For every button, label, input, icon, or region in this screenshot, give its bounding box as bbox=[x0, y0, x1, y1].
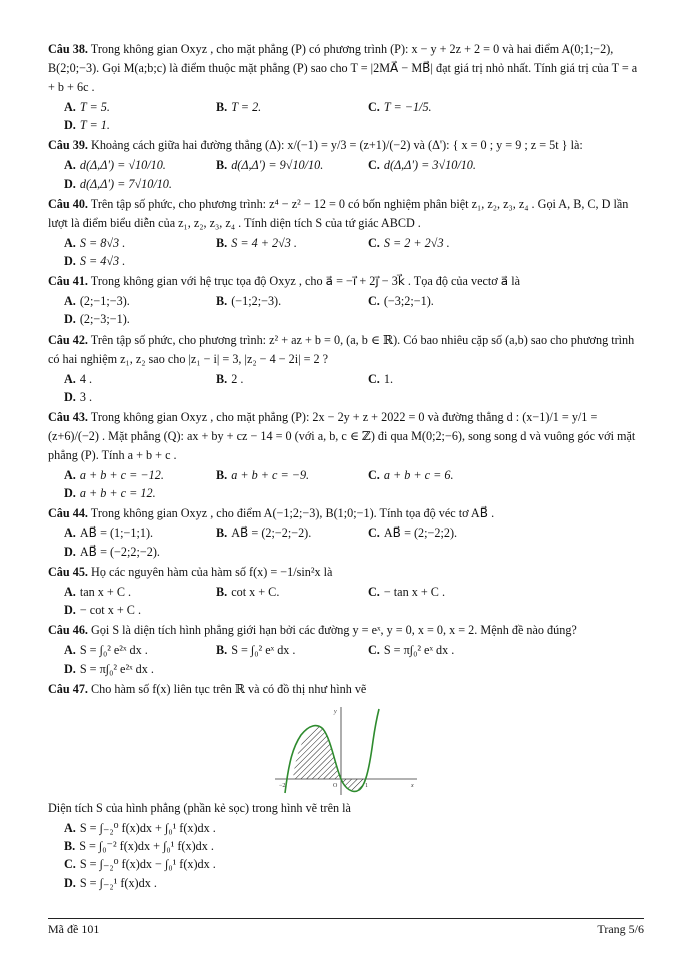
option-text: T = −1/5. bbox=[383, 99, 432, 114]
hatched-region-left bbox=[293, 727, 341, 779]
option-label: C. bbox=[368, 158, 380, 173]
option-label: B. bbox=[216, 235, 228, 250]
option-d[interactable] bbox=[64, 660, 216, 678]
question-46 bbox=[48, 621, 644, 640]
options-40 bbox=[48, 234, 644, 271]
option-label: C. bbox=[368, 467, 380, 482]
option-c[interactable] bbox=[368, 98, 520, 116]
option-a[interactable] bbox=[64, 234, 216, 252]
option-label: D. bbox=[64, 544, 76, 559]
question-text: Trong không gian Oxyz , cho điểm A(−1;2;−3), B(1;0;−1). Tính tọa độ véc tơ AB⃗ . bbox=[90, 506, 495, 521]
option-d[interactable] bbox=[64, 175, 216, 193]
option-text: (2;−1;−3). bbox=[79, 294, 130, 309]
option-label: C. bbox=[368, 235, 380, 250]
option-text: T = 2. bbox=[231, 99, 262, 114]
option-label: B. bbox=[216, 99, 228, 114]
option-c[interactable] bbox=[368, 641, 520, 659]
option-label: C. bbox=[368, 294, 380, 309]
option-a[interactable] bbox=[64, 466, 216, 484]
option-b[interactable] bbox=[216, 98, 368, 116]
option-label: A. bbox=[64, 235, 76, 250]
option-label: A. bbox=[64, 820, 76, 835]
option-text: − tan x + C . bbox=[383, 584, 445, 599]
option-d[interactable] bbox=[64, 601, 216, 619]
option-label: C. bbox=[368, 643, 380, 658]
option-label: A. bbox=[64, 467, 76, 482]
question-text: Trong không gian Oxyz , cho mặt phẳng (P) có phương trình (P): x − y + 2z + 2 = 0 và hai điểm A(0;1;−2), B(2;0;−3). Gọi M(a;b;c) là điểm thuộc mặt phẳng (P) sao cho T = |2MA⃗ − MB⃗| đạt giá trị nhỏ nhất. Tính giá trị của T = a + b + 6c . bbox=[48, 42, 638, 94]
option-b[interactable] bbox=[216, 583, 368, 601]
options-45 bbox=[48, 583, 644, 620]
option-d[interactable] bbox=[64, 388, 216, 406]
option-text: 3 . bbox=[79, 389, 93, 404]
option-label: B. bbox=[216, 643, 228, 658]
option-text: S = ∫₋₂⁰ f(x)dx − ∫₀¹ f(x)dx . bbox=[79, 857, 216, 872]
option-text: T = 5. bbox=[79, 99, 110, 114]
exam-page bbox=[48, 40, 644, 894]
option-text: d(Δ,Δ') = 7√10/10. bbox=[79, 176, 172, 191]
question-label: Câu 41. bbox=[48, 274, 88, 289]
question-label: Câu 42. bbox=[48, 332, 88, 347]
option-text: d(Δ,Δ') = √10/10. bbox=[79, 158, 166, 173]
question-label: Câu 43. bbox=[48, 410, 88, 425]
option-d[interactable] bbox=[64, 252, 216, 270]
option-c[interactable] bbox=[368, 583, 520, 601]
option-label: C. bbox=[368, 371, 380, 386]
option-text: 2 . bbox=[231, 371, 244, 386]
options-44 bbox=[48, 524, 644, 561]
options-41 bbox=[48, 292, 644, 329]
option-text: S = 2 + 2√3 . bbox=[383, 235, 450, 250]
option-text: d(Δ,Δ') = 3√10/10. bbox=[383, 158, 476, 173]
option-b[interactable] bbox=[216, 370, 368, 388]
option-text: S = ∫₋₂⁰ f(x)dx + ∫₀¹ f(x)dx . bbox=[79, 820, 216, 835]
option-a[interactable] bbox=[64, 292, 216, 310]
page-number: Trang 5/6 bbox=[597, 922, 644, 936]
option-label: C. bbox=[368, 584, 380, 599]
option-label: A. bbox=[64, 643, 76, 658]
option-text: cot x + C. bbox=[231, 584, 280, 599]
options-39 bbox=[48, 156, 644, 193]
option-text: AB⃗ = (−2;2;−2). bbox=[79, 544, 160, 559]
option-text: a + b + c = 12. bbox=[79, 486, 156, 501]
question-label: Câu 47. bbox=[48, 681, 88, 696]
question-text: Trong không gian với hệ trục tọa độ Oxyz , cho a⃗ = −i⃗ + 2j⃗ − 3k⃗ . Tọa độ của vectơ a⃗ là bbox=[90, 274, 521, 289]
option-label: D. bbox=[64, 118, 76, 133]
question-45 bbox=[48, 563, 644, 582]
option-c[interactable] bbox=[368, 370, 520, 388]
tick-1: 1 bbox=[365, 782, 368, 789]
options-38 bbox=[48, 98, 644, 135]
option-c[interactable] bbox=[368, 156, 520, 174]
option-b[interactable] bbox=[216, 641, 368, 659]
question-43 bbox=[48, 408, 644, 465]
option-text: S = π∫₀² eˣ dx . bbox=[383, 643, 455, 658]
question-text: Trên tập số phức, cho phương trình: z² + az + b = 0, (a, b ∈ ℝ). Có bao nhiêu cặp số (a,b) sao cho phương trình có hai nghiệm z₁, z₂ sao cho |z₁ − i| = 3, |z₂ − 4 − 2i| = 2 ? bbox=[48, 332, 635, 366]
options-46 bbox=[48, 641, 644, 678]
option-label: D. bbox=[64, 312, 76, 327]
option-label: B. bbox=[216, 467, 228, 482]
option-a[interactable] bbox=[64, 641, 216, 659]
page-footer bbox=[48, 918, 644, 937]
option-text: tan x + C . bbox=[79, 584, 132, 599]
option-label: C. bbox=[368, 99, 380, 114]
option-d[interactable] bbox=[64, 484, 216, 502]
option-text: S = π∫₀² e²ˣ dx . bbox=[79, 661, 154, 676]
option-text: S = 4√3 . bbox=[79, 253, 126, 268]
option-text: S = ∫₀² e²ˣ dx . bbox=[79, 643, 148, 658]
option-label: C. bbox=[64, 857, 76, 872]
option-a[interactable] bbox=[64, 819, 368, 837]
question-label: Câu 45. bbox=[48, 564, 88, 579]
option-label: A. bbox=[64, 584, 76, 599]
option-text: d(Δ,Δ') = 9√10/10. bbox=[231, 158, 324, 173]
option-label: A. bbox=[64, 371, 76, 386]
question-label: Câu 44. bbox=[48, 506, 88, 521]
option-text: S = ∫₀² eˣ dx . bbox=[231, 643, 296, 658]
option-a[interactable] bbox=[64, 524, 216, 542]
option-text: a + b + c = −9. bbox=[231, 467, 310, 482]
question-label: Câu 38. bbox=[48, 42, 88, 56]
option-text: (2;−3;−1). bbox=[79, 312, 130, 327]
function-graph bbox=[271, 701, 421, 797]
option-label: D. bbox=[64, 176, 76, 191]
option-text: AB⃗ = (2;−2;−2). bbox=[231, 526, 312, 541]
option-text: a + b + c = 6. bbox=[383, 467, 454, 482]
question-text: Trong không gian Oxyz , cho mặt phẳng (P): 2x − 2y + z + 2022 = 0 và đường thẳng d : (x−1)/1 = y/1 = (z+6)/(−2) . Mặt phẳng (Q): ax + by + cz − 14 = 0 (với a, b, c ∈ ℤ) đi qua M(0;2;−6), song song d và vuông góc với mặt phẳng (P). Tính a + b + c . bbox=[48, 410, 636, 462]
option-c[interactable] bbox=[368, 524, 520, 542]
option-label: D. bbox=[64, 253, 76, 268]
option-d[interactable] bbox=[64, 874, 368, 892]
question-41 bbox=[48, 272, 644, 291]
question-text: Họ các nguyên hàm của hàm số f(x) = −1/sin²x là bbox=[91, 564, 333, 579]
options-47 bbox=[48, 819, 644, 892]
option-label: A. bbox=[64, 294, 76, 309]
option-a[interactable] bbox=[64, 583, 216, 601]
question-label: Câu 39. bbox=[48, 138, 88, 153]
option-label: B. bbox=[216, 158, 228, 173]
option-c[interactable] bbox=[64, 855, 368, 873]
question-39 bbox=[48, 136, 644, 155]
option-b[interactable] bbox=[64, 837, 368, 855]
option-label: D. bbox=[64, 661, 76, 676]
option-label: A. bbox=[64, 99, 76, 114]
option-text: (−1;2;−3). bbox=[231, 294, 282, 309]
option-text: − cot x + C . bbox=[79, 603, 141, 618]
exam-code: Mã đề 101 bbox=[48, 922, 100, 936]
option-label: A. bbox=[64, 158, 76, 173]
option-label: A. bbox=[64, 526, 76, 541]
options-43 bbox=[48, 466, 644, 503]
option-label: D. bbox=[64, 389, 76, 404]
option-c[interactable] bbox=[368, 292, 520, 310]
question-text: Diện tích S của hình phẳng (phần kẻ sọc) trong hình vẽ trên là bbox=[48, 800, 351, 815]
axis-y-label: y bbox=[334, 708, 337, 715]
option-text: S = 8√3 . bbox=[79, 235, 126, 250]
option-b[interactable] bbox=[216, 524, 368, 542]
option-label: B. bbox=[216, 294, 228, 309]
option-a[interactable] bbox=[64, 370, 216, 388]
option-c[interactable] bbox=[368, 234, 520, 252]
option-b[interactable] bbox=[216, 292, 368, 310]
option-text: S = ∫₋₂¹ f(x)dx . bbox=[79, 875, 157, 890]
option-text: (−3;2;−1). bbox=[383, 294, 434, 309]
question-text: Cho hàm số f(x) liên tục trên ℝ và có đồ thị như hình vẽ bbox=[91, 681, 367, 696]
tick-neg2: −2 bbox=[279, 782, 286, 789]
tick-origin: O bbox=[333, 782, 338, 789]
option-text: AB⃗ = (2;−2;2). bbox=[383, 526, 458, 541]
question-text: Khoảng cách giữa hai đường thẳng (Δ): x/(−1) = y/3 = (z+1)/(−2) và (Δ'): { x = 0 ; y = 9 ; z = 5t } là: bbox=[91, 138, 583, 153]
option-d[interactable] bbox=[64, 116, 216, 134]
question-44 bbox=[48, 504, 644, 523]
question-42 bbox=[48, 331, 644, 369]
option-text: a + b + c = −12. bbox=[79, 467, 164, 482]
question-text: Gọi S là diện tích hình phẳng giới hạn bởi các đường y = eˣ, y = 0, x = 0, x = 2. Mệnh đề nào đúng? bbox=[91, 623, 577, 638]
option-label: B. bbox=[216, 526, 228, 541]
option-a[interactable] bbox=[64, 98, 216, 116]
option-label: B. bbox=[216, 371, 228, 386]
question-38 bbox=[48, 40, 644, 97]
question-47 bbox=[48, 680, 644, 699]
question-40 bbox=[48, 195, 644, 233]
option-text: 4 . bbox=[79, 371, 93, 386]
option-c[interactable] bbox=[368, 466, 520, 484]
option-d[interactable] bbox=[64, 310, 216, 328]
option-text: S = 4 + 2√3 . bbox=[231, 235, 297, 250]
option-a[interactable] bbox=[64, 156, 216, 174]
options-42 bbox=[48, 370, 644, 407]
option-text: S = ∫₀⁻² f(x)dx + ∫₀¹ f(x)dx . bbox=[79, 839, 214, 854]
question-text: Trên tập số phức, cho phương trình: z⁴ − z² − 12 = 0 có bốn nghiệm phân biệt z₁, z₂, z₃, z₄ . Gọi A, B, C, D lần lượt là điểm biểu diễn của z₁, z₂, z₃, z₄ . Tính diện tích S của tứ giác ABCD . bbox=[48, 196, 629, 230]
option-label: B. bbox=[64, 839, 76, 854]
option-text: 1. bbox=[383, 371, 393, 386]
option-text: T = 1. bbox=[79, 118, 110, 133]
question-label: Câu 46. bbox=[48, 623, 88, 638]
question-label: Câu 40. bbox=[48, 196, 88, 211]
option-label: D. bbox=[64, 486, 76, 501]
option-label: D. bbox=[64, 603, 76, 618]
option-b[interactable] bbox=[216, 234, 368, 252]
option-b[interactable] bbox=[216, 466, 368, 484]
option-label: C. bbox=[368, 526, 380, 541]
axis-x-label: x bbox=[411, 782, 414, 789]
option-label: D. bbox=[64, 875, 76, 890]
option-label: B. bbox=[216, 584, 228, 599]
option-text: AB⃗ = (1;−1;1). bbox=[79, 526, 154, 541]
option-b[interactable] bbox=[216, 156, 368, 174]
question-47-prompt bbox=[48, 799, 644, 818]
option-d[interactable] bbox=[64, 543, 216, 561]
